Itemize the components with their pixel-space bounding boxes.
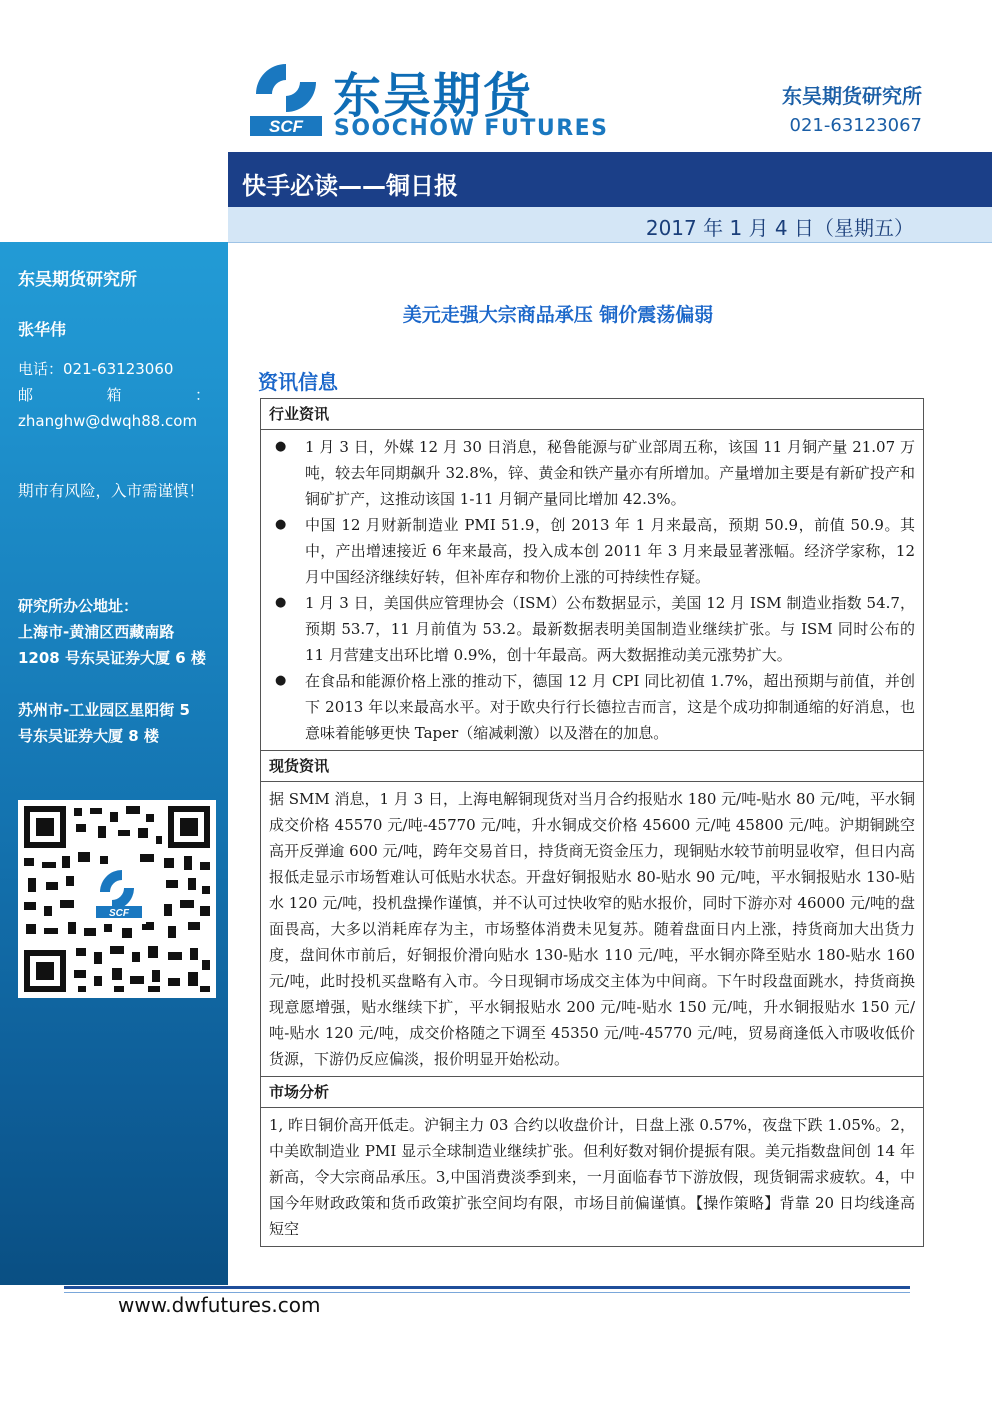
market-analysis-text: 1, 昨日铜价高开低走。沪铜主力 03 合约以收盘价计，日盘上涨 0.57%，夜盘下跌 1.05%。2，中美欧制造业 PMI 显示全球制造业继续扩张。但利好数对铜价提振有限。美元指数盘间创 14 年新高，令大宗商品承压。3,中国消费淡季到来，一月面临春节下游放假，现货铜需求疲软。4，中国今年财政政策和货币政策扩张空间均有限，市场目前偏谨慎。【操作策略】背靠 20 日均线逢高短空: [269, 1116, 915, 1238]
spot-news-text: 据 SMM 消息，1 月 3 日，上海电解铜现货对当月合约报贴水 180 元/吨-贴水 80 元/吨，平水铜成交价格 45570 元/吨-45770 元/吨，升水铜成交价格 45600 元/吨 45800 元/吨。沪期铜跳空高开反弹逾 600 元/吨，跨年交易首日，持货商无资金压力，现铜贴水较节前明显收窄，但日内高报低走显示市场暂难认可低贴水状态。开盘好铜报贴水 80-贴水 90 元/吨，平水铜报贴水 130-贴水 120 元/吨，投机盘操作谨慎，并不认可过快收窄的贴水报价，同时下游亦对 46000 元/吨的盘面畏高，大多以消耗库存为主，市场整体消费未见复苏。随着盘面日内上涨，持货商加大出货力度，盘间休市前后，好铜报价滑向贴水 130-贴水 110 元/吨，平水铜亦降至贴水 180-贴水 160 元/吨，此时投机买盘略有入市。今日现铜市场成交主体为中间商。下午时段盘面跳水，持货商换现意愿增强，贴水继续下扩，平水铜报贴水 200 元/吨-贴水 150 元/吨，升水铜报贴水 150 元/吨-贴水 120 元/吨，成交价格随之下调至 45350 元/吨-45770 元/吨，贸易商逢低入市吸收低价货源，下游仍反应偏淡，报价明显开始松动。: [269, 790, 915, 1068]
email-label-row: [18, 382, 210, 408]
headline: 美元走强大宗商品承压 铜价震荡偏弱: [402, 304, 714, 326]
logo-chinese-name: 东吴期货: [333, 68, 534, 124]
qr-badge-text: SCF: [109, 908, 129, 919]
address-line: 1208 号东吴证券大厦 6 楼: [18, 649, 206, 667]
spot-news-heading: 现货资讯: [261, 751, 923, 782]
logo-badge-text: SCF: [269, 117, 303, 136]
sidebar-top-spacer: [0, 0, 228, 242]
footer-website-link[interactable]: www.dwfutures.com: [118, 1293, 321, 1317]
address-line: 号东吴证券大厦 8 楼: [18, 727, 159, 745]
author-name: 张华伟: [18, 320, 67, 339]
address-line: 上海市-黄浦区西藏南路: [18, 623, 175, 641]
address-line: 研究所办公地址：: [18, 597, 139, 615]
email-address[interactable]: zhanghw@dwqh88.com: [18, 412, 198, 430]
industry-news-block: [261, 399, 923, 750]
industry-news-list: [261, 430, 923, 750]
qr-code: [18, 800, 216, 998]
footer-rule: [64, 1286, 910, 1289]
list-item: ● 在食品和能源价格上涨的推动下，德国 12 月 CPI 同比初值 1.7%，超出预期与前值，并创下 2013 年以来最高水平。对于欧央行行长德拉吉而言，这是个成功抑制通缩的好消息，也意味着能够更快 Taper（缩减刺激）以及潜在的加息。: [269, 668, 915, 746]
phone-line: [18, 356, 210, 382]
company-logo-icon: [248, 62, 324, 142]
email-label-char: 邮: [18, 386, 34, 404]
report-title-bar: [228, 152, 992, 207]
address-line: 苏州市-工业园区星阳街 5: [18, 701, 190, 719]
section-title: 资讯信息: [258, 370, 338, 394]
email-label-char: ：: [194, 386, 210, 404]
report-title: 快手必读——铜日报: [242, 172, 458, 200]
list-item: ● 中国 12 月财新制造业 PMI 51.9，创 2013 年 1 月来最高，预期 50.9，前值 50.9。其中，产出增速接近 6 年来最高，投入成本创 2011 年 3 月来最显著涨幅。经济学家称，12 月中国经济继续好转，但补库存和物价上涨的可持续性存疑。: [269, 512, 915, 590]
office-address: [18, 593, 218, 749]
list-item: ● 1 月 3 日，美国供应管理协会（ISM）公布数据显示，美国 12 月 ISM 制造业指数 54.7，预期 53.7，11 月前值为 53.2。最新数据表明美国制造业继续扩张。与 ISM 同时公布的 11 月营建支出环比增 0.9%，创十年最高。两大数据推动美元涨势扩大。: [269, 590, 915, 668]
logo-english-name: SOOCHOW FUTURES: [334, 116, 609, 141]
date-bar: [228, 207, 992, 243]
qr-code-icon: [18, 800, 216, 998]
news-table: [260, 398, 924, 1247]
list-item: ● 1 月 3 日，外媒 12 月 30 日消息，秘鲁能源与矿业部周五称，该国 11 月铜产量 21.07 万吨，较去年同期飙升 32.8%，锌、黄金和铁产量亦有所增加。产量增加主要是有新矿投产和铜矿扩产，这推动该国 1-11 月铜产量同比增加 42.3%。: [269, 434, 915, 512]
contact-info: [18, 356, 210, 434]
header-phone: 021-63123067: [789, 115, 922, 136]
market-analysis-heading: 市场分析: [261, 1077, 923, 1108]
risk-warning: 期市有风险，入市需谨慎！: [18, 482, 205, 500]
market-analysis-block: [261, 1076, 923, 1246]
phone-label: 电话：: [18, 360, 64, 378]
report-date: 2017 年 1 月 4 日（星期五）: [645, 216, 914, 240]
spot-news-block: [261, 750, 923, 1076]
phone-number: 021-63123060: [63, 360, 174, 378]
email-label-char: 箱: [106, 386, 122, 404]
sidebar-org-name: 东吴期货研究所: [18, 270, 137, 290]
industry-news-heading: 行业资讯: [261, 399, 923, 430]
header-org-name: 东吴期货研究所: [782, 84, 922, 108]
